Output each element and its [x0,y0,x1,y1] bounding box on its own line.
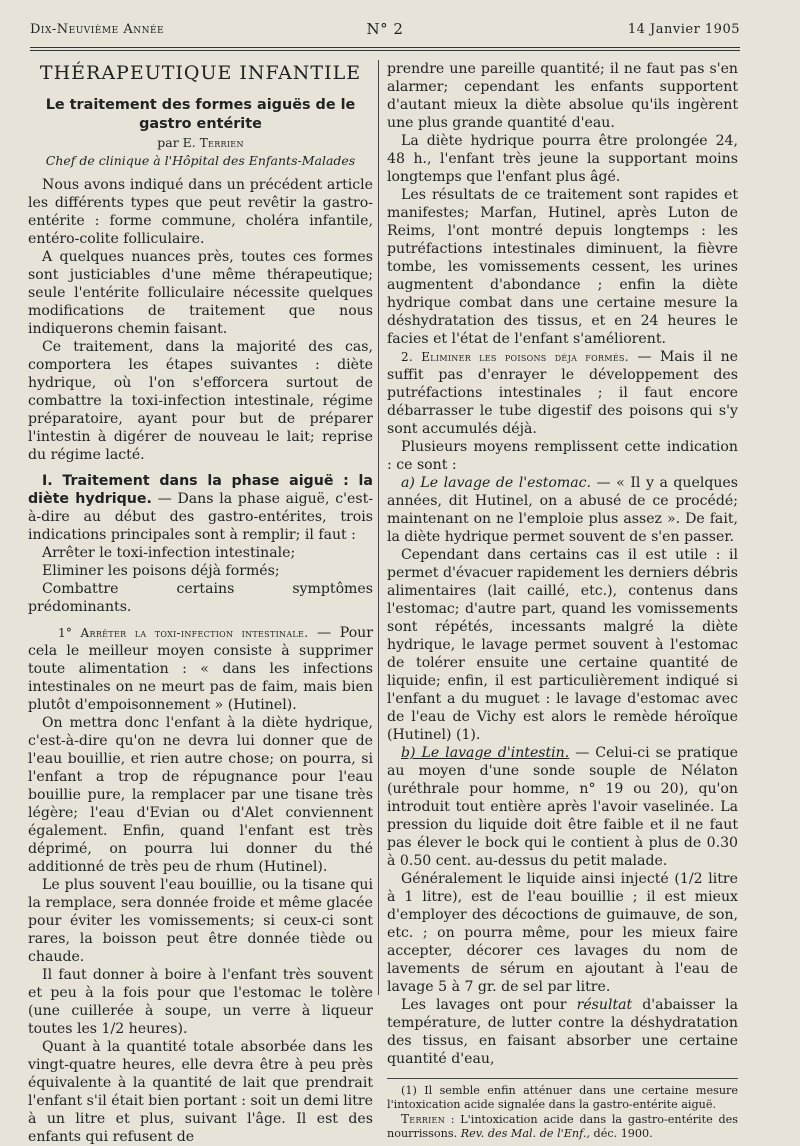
paragraph [387,996,738,1068]
subsection-text: — Mais il ne suffit pas d'enrayer le développement des putréfactions intestinales ; il faut encore débarrasser le tube digestif des poisons qui s'y sont accumulés déjà. [387,349,738,437]
footnote-text: : L'intoxication acide dans la gastro-entérite des nourrissons. [387,1113,738,1140]
indication-item: Combattre certains symptômes prédominants. [28,581,373,615]
subsection-paragraph [387,348,738,438]
section-heading-paragraph [28,472,373,544]
subsection-text: — Pour cela le meilleur moyen consiste à supprimer toute alimentation : « dans les infections intestinales on ne meurt pas de faim, mais bien plutôt d'empoisonnement » (Hutinel). [28,625,373,713]
page-header [30,16,740,44]
byline [28,134,373,152]
column-divider [378,60,379,995]
subsection-label: 2. Eliminer les poisons déja formés. [401,350,629,364]
paragraph: Quant à la quantité totale absorbée dans les vingt-quatre heures, elle devra être à peu près équivalente à la quantité de lait que prendrait l'enfant s'il était bien portant : soit un demi litre à un litre et plus, suivant l'âge. Il est des enfants qui refusent de [28,1039,373,1145]
paragraph: Nous avons indiqué dans un précédent article les différents types que peut revêtir la gastro-entérite : forme commune, choléra infantile, entéro-colite folliculaire. [28,177,373,247]
paragraph: La diète hydrique pourra être prolongée 24, 48 h., l'enfant très jeune la supportant moins longtemps que l'enfant plus âgé. [387,133,738,185]
footnote: (1) Il semble enfin atténuer dans une certaine mesure l'intoxication acide signalée dans la gastro-entérite aiguë. [387,1084,738,1111]
footnote-date: déc. 1900. [593,1127,653,1140]
author-affiliation: Chef de clinique à l'Hôpital des Enfants-Malades [45,153,356,168]
footnotes [387,1084,738,1141]
author-name: Terrien [199,136,244,150]
header-issue-number: N° 2 [366,20,404,38]
paragraph: Plusieurs moyens remplissent cette indication : ce sont : [387,439,738,473]
indication-item: Eliminer les poisons déjà formés; [42,563,280,579]
text-run: Les lavages ont pour [401,997,567,1013]
subsection-paragraph [28,624,373,714]
subitem-label: a) Le lavage de l'estomac. [401,475,591,491]
footnote [387,1112,738,1141]
paragraph: A quelques nuances près, toutes ces formes sont justiciables d'une même thérapeutique; seule l'entérite folliculaire nécessite quelques modifications de traitement que nous indiquerons chemin faisant. [28,249,373,337]
section-heading: I. Traitement dans la phase aiguë : la diète hydrique. [28,473,373,507]
subsection-label: 1° Arrêter la toxi-infection intestinale. [58,626,309,640]
paragraph: On mettra donc l'enfant à la diète hydrique, c'est-à-dire qu'on ne devra lui donner que de l'eau bouillie, et rien autre chose; on pourra, si l'enfant a trop de répugnance pour l'eau bouillie pure, la remplacer par une tisane très légère; l'eau d'Evian ou d'Alet conviennent également. Enfin, quand l'enfant est très déprimé, on pourra lui donner du thé additionné de très peu de rhum (Hutinel). [28,715,373,875]
paragraph: Le plus souvent l'eau bouillie, ou la tisane qui la remplace, sera donnée froide et même glacée pour éviter les vomissements; si ceux-ci sont rares, la boisson peut être donnée tiède ou chaude. [28,877,373,965]
article-title: Le traitement des formes aiguës de le gastro entérite [45,97,356,132]
paragraph: Les résultats de ce traitement sont rapides et manifestes; Marfan, Hutinel, après Luton de Reims, l'ont montré depuis longtemps : les putréfactions intestinales diminuent, la fièvre tombe, les vomissements cessent, les urines augmentent d'abondance ; enfin la diète hydrique combat dans une certaine mesure la déshydratation des tissus, et en 24 heures le facies et l'état de l'enfant s'améliorent. [387,187,738,347]
paragraph: prendre une pareille quantité; il ne faut pas s'en alarmer; cependant les enfants supportent d'autant mieux la diète absolue qu'ils ingèrent une plus grande quantité d'eau. [387,61,738,131]
emphasis: résultat [576,997,633,1013]
paragraph: Il faut donner à boire à l'enfant très souvent et peu à la fois pour que l'estomac le tolère (une cuillerée à soupe, un verre à liqueur toutes les 1/2 heures). [28,967,373,1037]
section-title: THÉRAPEUTIQUE INFANTILE [39,62,362,84]
subitem-paragraph [387,474,738,546]
left-column [28,60,373,1146]
subitem-text: — Celui-ci se pratique au moyen d'une sonde souple de Nélaton (uréthrale pour homme, n° 19 ou 20), qu'on introduit tout entière après l'avoir vaselinée. La pression du liquide doit être faible et il ne faut pas élever le bock qui le contient à plus de 0.30 à 0.50 cent. au-dessus du petit malade. [387,745,738,869]
header-date: 14 Janvier 1905 [627,22,740,37]
right-column [387,60,738,1141]
subitem-paragraph [387,744,738,870]
footnote-journal: Rev. des Mal. de l'Enf., [460,1127,590,1140]
paragraph: Ce traitement, dans la majorité des cas, comportera les étapes suivantes : diète hydrique, où l'on s'efforcera surtout de combattre la toxi-infection intestinale, régime préparatoire, ayant pour but de préparer l'intestin à digérer de nouveau le lait; reprise du régime lacté. [28,339,373,463]
byline-prefix: par E. [157,135,196,150]
subitem-label: b) Le lavage d'intestin. [401,745,570,761]
header-rule-top [30,47,740,48]
header-rule-bottom [30,50,740,51]
subitem-text: — « Il y a quelques années, dit Hutinel, on a abusé de ce procédé; maintenant on ne l'emploie plus assez ». De fait, la diète hydrique permet souvent de s'en passer. [387,475,739,545]
paragraph: Cependant dans certains cas il est utile : il permet d'évacuer rapidement les derniers débris alimentaires (lait caillé, etc.), contenus dans l'estomac; d'autre part, quand les vomissements sont répétés, incessants malgré la diète hydrique, le lavage permet souvent à l'estomac de tolérer ensuite une certaine quantité de liquide; enfin, il est particulièrement indiqué si l'enfant a du muguet : le lavage d'estomac avec de l'eau de Vichy est alors le remède héroïque (Hutinel) (1). [387,547,738,743]
header-volume: Dix-Neuvième Année [30,22,165,37]
indication-item: Arrêter le toxi-infection intestinale; [42,545,296,561]
paragraph: Généralement le liquide ainsi injecté (1/2 litre à 1 litre), est de l'eau bouillie ; il est mieux d'employer des décoctions de guimauve, de son, etc. ; on pourra même, pour les mieux faire accepter, décorer ces lavages du nom de lavements de sérum en ajoutant à l'eau de lavage 5 à 7 gr. de sel par litre. [387,871,738,995]
text-run: d'abaisser la température, de lutter contre la déshydratation des tissus, en faisant absorber une certaine quantité d'eau, [387,997,739,1067]
footnote-rule [387,1078,738,1079]
section-text: — Dans la phase aiguë, c'est-à-dire au début des gastro-entérites, trois indications principales sont à remplir; il faut : [28,491,373,543]
footnote-author: Terrien [401,1112,445,1126]
